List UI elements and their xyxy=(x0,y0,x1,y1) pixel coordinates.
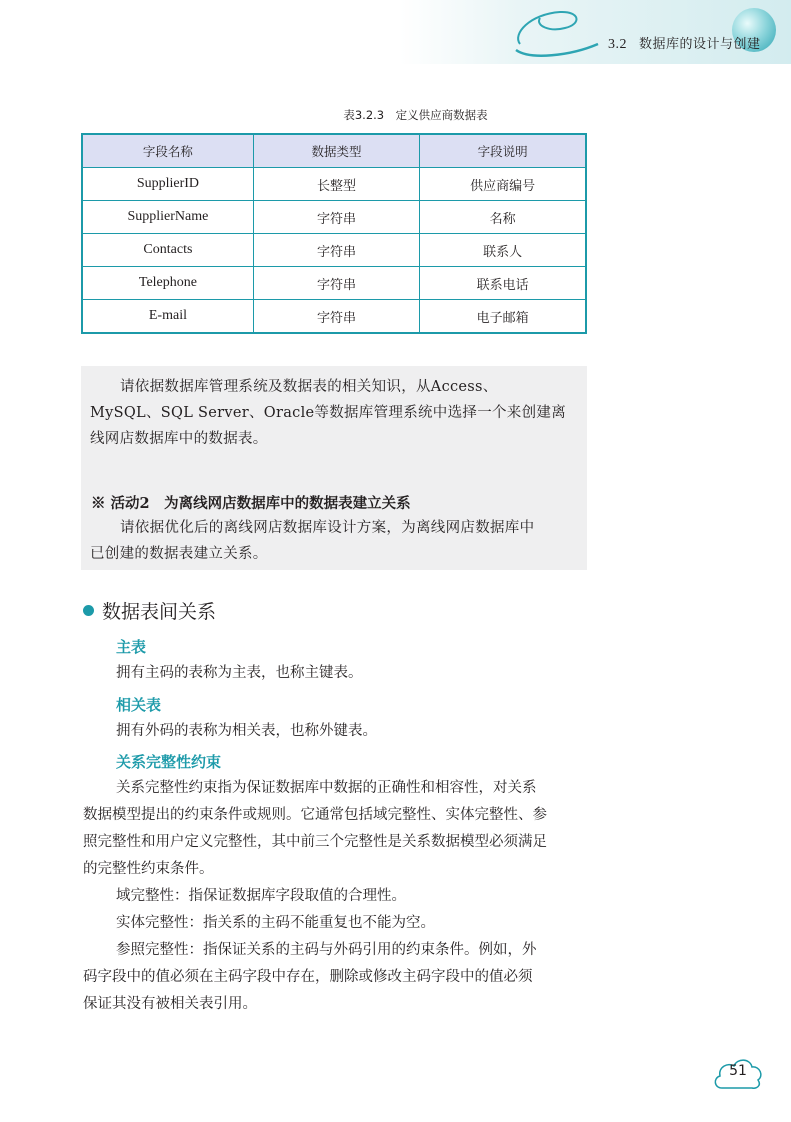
table-header-row xyxy=(82,134,586,168)
term-related-table: 相关表 xyxy=(116,696,162,714)
section-heading-text: 数据表间关系 xyxy=(102,601,217,623)
supplier-table xyxy=(81,133,587,334)
cell-desc: 供应商编号 xyxy=(420,168,586,201)
table-row xyxy=(82,201,586,234)
cell-desc: 联系电话 xyxy=(420,267,586,300)
section-number: 3.2 xyxy=(608,37,627,52)
para1-line2: 数据模型提出的约束条件或规则。它通常包括域完整性、实体完整性、参 xyxy=(83,807,547,823)
para4-line2: 码字段中的值必须在主码字段中存在，删除或修改主码字段中的值必须 xyxy=(83,969,533,985)
task-line-3: 线网店数据库中的数据表。 xyxy=(90,431,268,447)
term-primary-table: 主表 xyxy=(116,638,147,656)
cell-desc: 联系人 xyxy=(420,234,586,267)
cell-type: 字符串 xyxy=(253,234,419,267)
cell-field: Contacts xyxy=(82,234,253,267)
cell-field: E-mail xyxy=(82,300,253,334)
para4-line3: 保证其没有被相关表引用。 xyxy=(83,996,257,1012)
para1-line3: 照完整性和用户定义完整性，其中前三个完整性是关系数据模型必须满足 xyxy=(83,834,547,850)
para1-line4: 的完整性约束条件。 xyxy=(83,861,214,877)
table-row xyxy=(82,267,586,300)
cell-type: 字符串 xyxy=(253,201,419,234)
table-row xyxy=(82,234,586,267)
para4-line1: 参照完整性：指保证关系的主码与外码引用的约束条件。例如，外 xyxy=(116,942,537,958)
section-heading xyxy=(83,597,216,624)
def-primary-table: 拥有主码的表称为主表，也称主键表。 xyxy=(116,665,363,681)
activity-line-2: 已创建的数据表建立关系。 xyxy=(90,546,268,562)
cell-field: SupplierID xyxy=(82,168,253,201)
term-integrity-constraint: 关系完整性约束 xyxy=(116,753,222,771)
running-header xyxy=(608,33,761,53)
cell-type: 字符串 xyxy=(253,267,419,300)
cell-field: Telephone xyxy=(82,267,253,300)
cell-type: 字符串 xyxy=(253,300,419,334)
col-header-data-type: 数据类型 xyxy=(253,134,419,168)
task-line-1: 请依据数据库管理系统及数据表的相关知识，从Access、 xyxy=(120,379,498,395)
para-entity-integrity: 实体完整性：指关系的主码不能重复也不能为空。 xyxy=(116,915,435,931)
def-related-table: 拥有外码的表称为相关表，也称外键表。 xyxy=(116,723,377,739)
table-row xyxy=(82,300,586,334)
para1-line1: 关系完整性约束指为保证数据库中数据的正确性和相容性，对关系 xyxy=(116,780,537,796)
cell-field: SupplierName xyxy=(82,201,253,234)
page-number: 51 xyxy=(729,1063,747,1079)
cell-type: 长整型 xyxy=(253,168,419,201)
section-title: 数据库的设计与创建 xyxy=(639,37,761,52)
col-header-description: 字段说明 xyxy=(420,134,586,168)
table-row xyxy=(82,168,586,201)
bullet-icon xyxy=(83,605,94,616)
cell-desc: 名称 xyxy=(420,201,586,234)
task-line-2: MySQL、SQL Server、Oracle等数据库管理系统中选择一个来创建离 xyxy=(90,405,566,421)
activity-title: ※ 活动2 为离线网店数据库中的数据表建立关系 xyxy=(91,495,411,512)
para-domain-integrity: 域完整性：指保证数据库字段取值的合理性。 xyxy=(116,888,406,904)
table-caption: 表3.2.3 定义供应商数据表 xyxy=(343,108,488,122)
page-number-badge xyxy=(712,1052,764,1092)
cell-desc: 电子邮箱 xyxy=(420,300,586,334)
activity-line-1: 请依据优化后的离线网店数据库设计方案，为离线网店数据库中 xyxy=(120,520,535,536)
col-header-field-name: 字段名称 xyxy=(82,134,253,168)
swoosh-logo-icon xyxy=(510,4,600,60)
